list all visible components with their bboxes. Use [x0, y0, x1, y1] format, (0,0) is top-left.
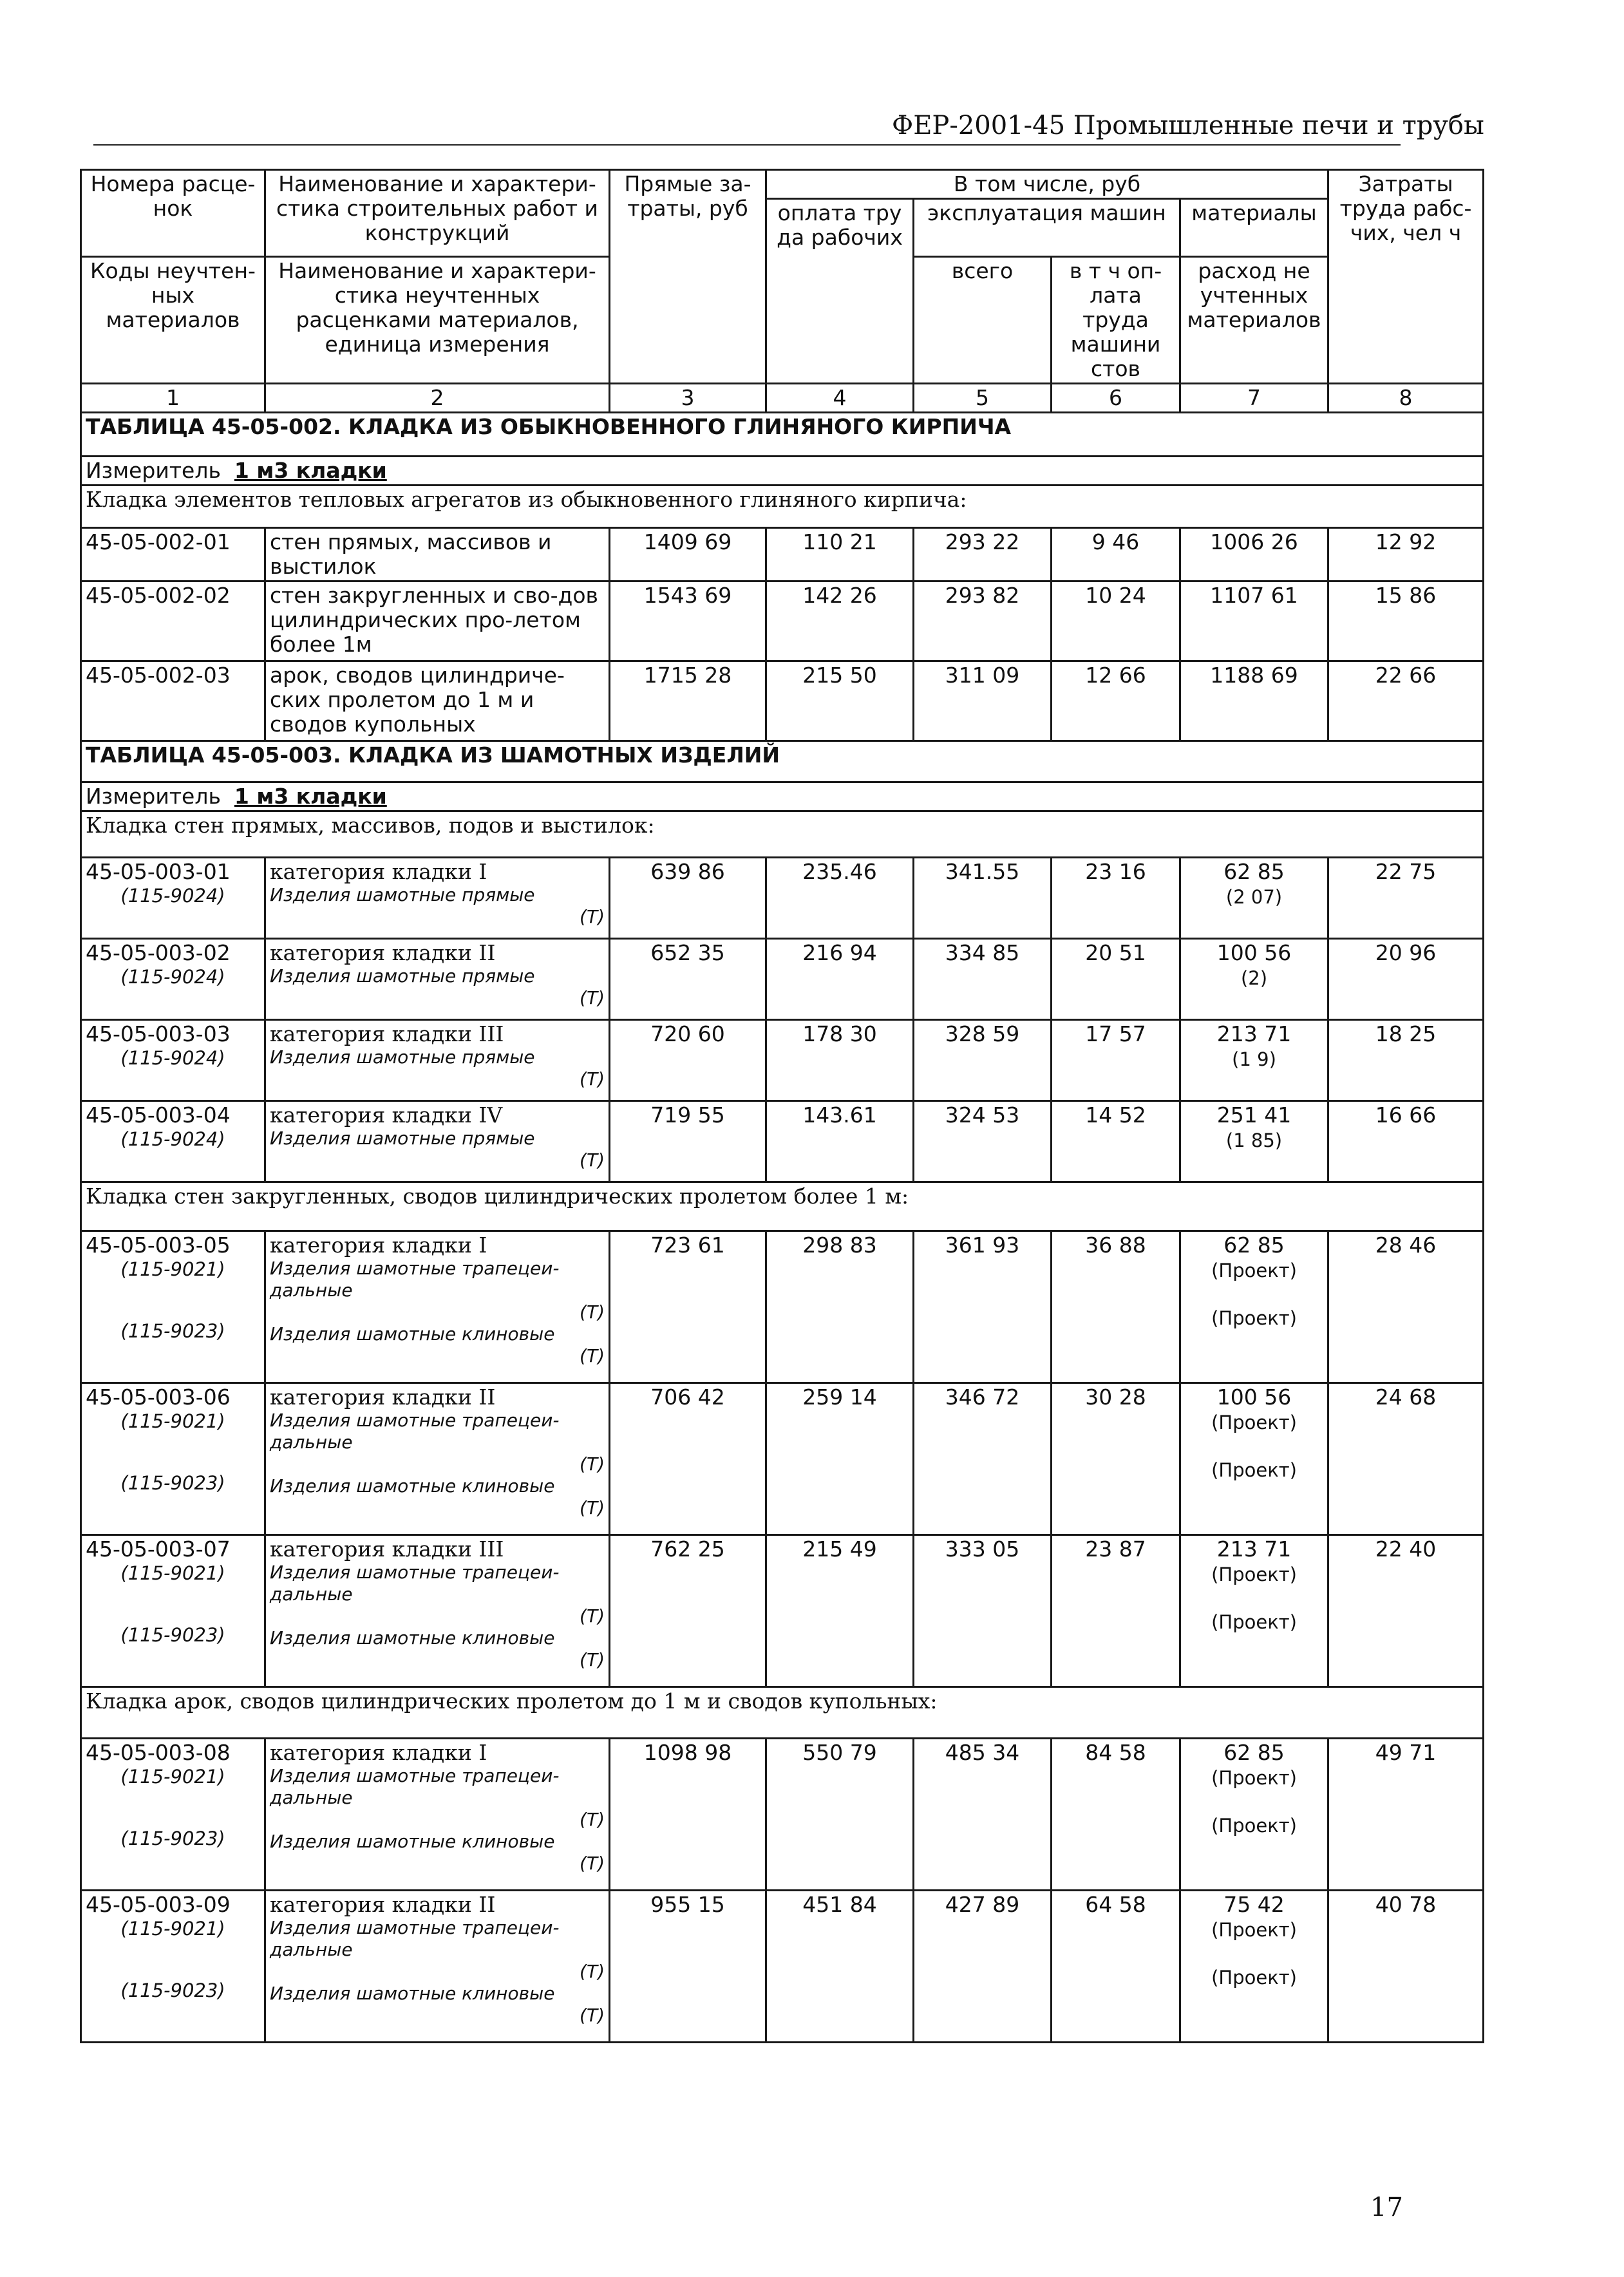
- tag-label: (Т): [580, 1453, 605, 1475]
- work-name: [265, 858, 610, 939]
- project-label: (Проект): [1211, 1919, 1297, 1941]
- rate-code: [81, 1891, 265, 2043]
- spacer: [86, 1585, 260, 1623]
- col-number: 8: [1328, 384, 1484, 413]
- category-label: категория кладки II: [270, 1892, 496, 1917]
- measure-row: [81, 457, 1484, 486]
- materials-value: 75 42: [1223, 1892, 1285, 1917]
- col-machines-header: эксплуатация машин: [914, 199, 1180, 257]
- header-row: [81, 170, 1484, 199]
- rate-code-number: 45-05-003-02: [86, 940, 231, 965]
- labor-cost: 451 84: [766, 1891, 914, 2043]
- rate-code: [81, 1101, 265, 1182]
- machines-cost: 485 34: [914, 1739, 1052, 1891]
- material-code: (115-9023): [120, 1979, 225, 2001]
- project-label: (Проект): [1211, 1307, 1297, 1329]
- rate-code: [81, 858, 265, 939]
- project-label: (Проект): [1211, 1459, 1297, 1481]
- table-title-row: [81, 413, 1484, 457]
- labor-cost: 550 79: [766, 1739, 914, 1891]
- col-number: 6: [1052, 384, 1180, 413]
- table-title-row: [81, 741, 1484, 782]
- col-number: 1: [81, 384, 265, 413]
- rate-code: 45-05-002-01: [81, 528, 265, 581]
- materials-cost: [1180, 1383, 1328, 1535]
- material-name: Изделия шамотные клиновые: [270, 1627, 555, 1649]
- table-row: [81, 858, 1484, 939]
- col-incl-header: В том числе, руб: [766, 170, 1328, 199]
- section-heading: Кладка элементов тепловых агрегатов из обыкновенного глиняного кирпича:: [81, 486, 1484, 528]
- work-name: [265, 1101, 610, 1182]
- rate-code-number: 45-05-003-04: [86, 1102, 231, 1128]
- work-name: [265, 1891, 610, 2043]
- labor-hours: 28 46: [1328, 1231, 1484, 1383]
- table-row: [81, 939, 1484, 1020]
- project-label: (Проект): [1211, 1564, 1297, 1585]
- spacer: [1185, 1587, 1323, 1609]
- materials-value: 62 85: [1223, 859, 1285, 884]
- direct-cost: 1543 69: [610, 581, 766, 661]
- spacer: [1185, 1791, 1323, 1813]
- tag-label: (Т): [580, 906, 605, 927]
- material-code: (115-9024): [120, 1047, 225, 1069]
- machinists-cost: 84 58: [1052, 1739, 1180, 1891]
- machinists-cost: 23 87: [1052, 1535, 1180, 1687]
- labor-cost: 143.61: [766, 1101, 914, 1182]
- col-materials-header: материалы: [1180, 199, 1328, 257]
- measure-label: Измеритель: [86, 458, 221, 483]
- section-row: [81, 811, 1484, 858]
- work-name: стен закругленных и сво-дов цилиндрических про-летом более 1м: [265, 581, 610, 661]
- tag-label: (Т): [580, 2005, 605, 2026]
- tag-label: (Т): [580, 1809, 605, 1830]
- spacer: [86, 1788, 260, 1827]
- table-row: [81, 1891, 1484, 2043]
- spacer: [1185, 1435, 1323, 1457]
- table-row: [81, 528, 1484, 581]
- labor-hours: 24 68: [1328, 1383, 1484, 1535]
- rate-code-number: 45-05-003-09: [86, 1892, 231, 1917]
- materials-cost: 1188 69: [1180, 661, 1328, 741]
- machinists-cost: 14 52: [1052, 1101, 1180, 1182]
- table-row: [81, 1383, 1484, 1535]
- rate-code-number: 45-05-003-05: [86, 1233, 231, 1258]
- material-code: (115-9021): [120, 1258, 225, 1280]
- spacer: [86, 1940, 260, 1979]
- labor-cost: 215 50: [766, 661, 914, 741]
- material-code: (115-9021): [120, 1918, 225, 1940]
- work-name: стен прямых, массивов и выстилок: [265, 528, 610, 581]
- measure-line: [81, 782, 1484, 811]
- material-code: (115-9023): [120, 1472, 225, 1494]
- direct-cost: 639 86: [610, 858, 766, 939]
- category-label: категория кладки I: [270, 1233, 487, 1258]
- col-code2-header: Коды неучтен-ных материалов: [81, 257, 265, 384]
- material-code: (115-9021): [120, 1410, 225, 1432]
- machines-cost: 334 85: [914, 939, 1052, 1020]
- rate-code: [81, 1383, 265, 1535]
- labor-cost: 178 30: [766, 1020, 914, 1101]
- spacer: [1185, 1283, 1323, 1305]
- machines-cost: 346 72: [914, 1383, 1052, 1535]
- direct-cost: 706 42: [610, 1383, 766, 1535]
- rate-code-number: 45-05-003-07: [86, 1536, 231, 1562]
- labor-hours: 12 92: [1328, 528, 1484, 581]
- work-name: [265, 1383, 610, 1535]
- project-label: (Проект): [1211, 1260, 1297, 1281]
- material-name: Изделия шамотные трапецеи-дальные: [270, 1410, 560, 1453]
- labor-hours: 15 86: [1328, 581, 1484, 661]
- direct-cost: 1409 69: [610, 528, 766, 581]
- material-name: Изделия шамотные прямые: [270, 965, 535, 987]
- spacer: [86, 1281, 260, 1319]
- labor-hours: 20 96: [1328, 939, 1484, 1020]
- machines-cost: 328 59: [914, 1020, 1052, 1101]
- labor-hours: 22 40: [1328, 1535, 1484, 1687]
- header-rule: [93, 144, 1401, 146]
- col-number: 5: [914, 384, 1052, 413]
- direct-cost: 1098 98: [610, 1739, 766, 1891]
- category-label: категория кладки I: [270, 859, 487, 884]
- rate-code: [81, 1020, 265, 1101]
- section-row: [81, 1687, 1484, 1739]
- work-name: [265, 1231, 610, 1383]
- rate-code: 45-05-002-02: [81, 581, 265, 661]
- material-code: (115-9023): [120, 1320, 225, 1342]
- category-label: категория кладки III: [270, 1536, 504, 1562]
- machines-cost: 311 09: [914, 661, 1052, 741]
- material-name: Изделия шамотные трапецеи-дальные: [270, 1562, 560, 1605]
- machines-cost: 324 53: [914, 1101, 1052, 1182]
- machinists-cost: 10 24: [1052, 581, 1180, 661]
- page-header: ФЕР-2001-45 Промышленные печи и трубы: [892, 111, 1484, 140]
- col-name2-header: Наименование и характери-стика неучтенных расценками материалов, единица измерения: [265, 257, 610, 384]
- tag-label: (Т): [580, 987, 605, 1008]
- materials-value: 62 85: [1223, 1740, 1285, 1765]
- material-name: Изделия шамотные прямые: [270, 1046, 535, 1068]
- material-code: (115-9024): [120, 1128, 225, 1150]
- work-name: [265, 1739, 610, 1891]
- direct-cost: 723 61: [610, 1231, 766, 1383]
- category-label: категория кладки I: [270, 1740, 487, 1765]
- work-name: [265, 939, 610, 1020]
- material-code: (115-9024): [120, 966, 225, 988]
- table-row: [81, 1535, 1484, 1687]
- material-name: Изделия шамотные клиновые: [270, 1323, 555, 1345]
- rate-code: 45-05-002-03: [81, 661, 265, 741]
- machinists-cost: 30 28: [1052, 1383, 1180, 1535]
- labor-cost: 235.46: [766, 858, 914, 939]
- machinists-cost: 36 88: [1052, 1231, 1180, 1383]
- col-number: 4: [766, 384, 914, 413]
- measure-row: [81, 782, 1484, 811]
- material-name: Изделия шамотные клиновые: [270, 1831, 555, 1852]
- rate-code: [81, 1739, 265, 1891]
- material-name: Изделия шамотные трапецеи-дальные: [270, 1765, 560, 1808]
- materials-cost: [1180, 1891, 1328, 2043]
- materials-cost: [1180, 939, 1328, 1020]
- tag-label: (Т): [580, 1497, 605, 1518]
- category-label: категория кладки II: [270, 940, 496, 965]
- machinists-cost: 23 16: [1052, 858, 1180, 939]
- project-label: (Проект): [1211, 1815, 1297, 1837]
- machinists-cost: 9 46: [1052, 528, 1180, 581]
- tag-label: (Т): [580, 1605, 605, 1627]
- labor-hours: 18 25: [1328, 1020, 1484, 1101]
- machinists-cost: 20 51: [1052, 939, 1180, 1020]
- rates-table: [80, 169, 1484, 2043]
- materials-cost: 1107 61: [1180, 581, 1328, 661]
- column-numbers-row: [81, 384, 1484, 413]
- machines-cost: 293 82: [914, 581, 1052, 661]
- col-number: 7: [1180, 384, 1328, 413]
- page-number: 17: [1370, 2193, 1403, 2222]
- labor-hours: 22 66: [1328, 661, 1484, 741]
- machinists-cost: 17 57: [1052, 1020, 1180, 1101]
- labor-hours: 49 71: [1328, 1739, 1484, 1891]
- table-row: [81, 1020, 1484, 1101]
- direct-cost: 720 60: [610, 1020, 766, 1101]
- materials-value: 100 56: [1216, 940, 1292, 965]
- labor-cost: 216 94: [766, 939, 914, 1020]
- table-row: [81, 1231, 1484, 1383]
- tag-label: (Т): [580, 1345, 605, 1366]
- machinists-cost: 64 58: [1052, 1891, 1180, 2043]
- project-label: (Проект): [1211, 1767, 1297, 1789]
- table-title: ТАБЛИЦА 45-05-003. КЛАДКА ИЗ ШАМОТНЫХ ИЗДЕЛИЙ: [81, 741, 1484, 782]
- col-number: 2: [265, 384, 610, 413]
- section-row: [81, 486, 1484, 528]
- machines-cost: 333 05: [914, 1535, 1052, 1687]
- labor-cost: 142 26: [766, 581, 914, 661]
- material-code: (115-9023): [120, 1828, 225, 1849]
- col-unaccounted-header: расход не учтенных материалов: [1180, 257, 1328, 384]
- material-code: (115-9024): [120, 885, 225, 907]
- materials-cost: [1180, 1739, 1328, 1891]
- project-label: (Проект): [1211, 1967, 1297, 1989]
- rate-code-number: 45-05-003-08: [86, 1740, 231, 1765]
- work-name: арок, сводов цилиндриче-ских пролетом до 1 м и сводов купольных: [265, 661, 610, 741]
- col-code-header: Номера расце-нок: [81, 170, 265, 257]
- materials-cost: [1180, 858, 1328, 939]
- category-label: категория кладки II: [270, 1384, 496, 1410]
- machines-cost: 341.55: [914, 858, 1052, 939]
- work-name: [265, 1535, 610, 1687]
- material-name: Изделия шамотные прямые: [270, 1128, 535, 1149]
- section-heading: Кладка стен прямых, массивов, подов и выстилок:: [81, 811, 1484, 858]
- section-heading: Кладка стен закругленных, сводов цилиндрических пролетом более 1 м:: [81, 1182, 1484, 1231]
- col-machinists-header: в т ч оп-лата труда машини стов: [1052, 257, 1180, 384]
- labor-cost: 259 14: [766, 1383, 914, 1535]
- labor-hours: 16 66: [1328, 1101, 1484, 1182]
- table-title: ТАБЛИЦА 45-05-002. КЛАДКА ИЗ ОБЫКНОВЕННОГО ГЛИНЯНОГО КИРПИЧА: [81, 413, 1484, 457]
- machines-cost: 427 89: [914, 1891, 1052, 2043]
- spacer: [1185, 1943, 1323, 1965]
- machines-cost: 361 93: [914, 1231, 1052, 1383]
- col-labor-header: оплата тру да рабочих: [766, 199, 914, 384]
- project-label: (Проект): [1211, 1611, 1297, 1633]
- labor-hours: 40 78: [1328, 1891, 1484, 2043]
- materials-cost: [1180, 1101, 1328, 1182]
- materials-cost: [1180, 1020, 1328, 1101]
- material-code: (115-9023): [120, 1624, 225, 1646]
- material-usage: (1 85): [1225, 1129, 1283, 1151]
- direct-cost: 719 55: [610, 1101, 766, 1182]
- material-name: Изделия шамотные трапецеи-дальные: [270, 1258, 560, 1301]
- material-name: Изделия шамотные клиновые: [270, 1475, 555, 1497]
- tag-label: (Т): [580, 1068, 605, 1090]
- tag-label: (Т): [580, 1853, 605, 1874]
- direct-cost: 955 15: [610, 1891, 766, 2043]
- materials-cost: [1180, 1535, 1328, 1687]
- section-row: [81, 1182, 1484, 1231]
- measure-line: [81, 457, 1484, 486]
- materials-value: 251 41: [1216, 1102, 1292, 1128]
- table-row: [81, 581, 1484, 661]
- materials-value: 100 56: [1216, 1384, 1292, 1410]
- direct-cost: 762 25: [610, 1535, 766, 1687]
- material-name: Изделия шамотные прямые: [270, 884, 535, 905]
- tag-label: (Т): [580, 1301, 605, 1323]
- category-label: категория кладки IV: [270, 1102, 503, 1128]
- work-name: [265, 1020, 610, 1101]
- table-row: [81, 1101, 1484, 1182]
- material-code: (115-9021): [120, 1562, 225, 1584]
- rate-code: [81, 939, 265, 1020]
- col-name-header: Наименование и характери-стика строительных работ и конструкций: [265, 170, 610, 257]
- material-name: Изделия шамотные трапецеи-дальные: [270, 1917, 560, 1960]
- machines-cost: 293 22: [914, 528, 1052, 581]
- table-row: [81, 661, 1484, 741]
- material-usage: (2 07): [1225, 886, 1283, 908]
- measure-unit: 1 м3 кладки: [234, 784, 387, 809]
- table-row: [81, 1739, 1484, 1891]
- labor-cost: 298 83: [766, 1231, 914, 1383]
- rate-code: [81, 1535, 265, 1687]
- material-name: Изделия шамотные клиновые: [270, 1983, 555, 2004]
- rate-code: [81, 1231, 265, 1383]
- material-usage: (1 9): [1232, 1048, 1276, 1070]
- labor-cost: 110 21: [766, 528, 914, 581]
- materials-cost: [1180, 1231, 1328, 1383]
- measure-unit: 1 м3 кладки: [234, 458, 387, 483]
- materials-value: 213 71: [1216, 1536, 1292, 1562]
- col-direct-header: Прямые за-траты, руб: [610, 170, 766, 384]
- project-label: (Проект): [1211, 1412, 1297, 1433]
- rate-code-number: 45-05-003-01: [86, 859, 231, 884]
- tag-label: (Т): [580, 1649, 605, 1670]
- spacer: [86, 1433, 260, 1471]
- col-machines-total-header: всего: [914, 257, 1052, 384]
- labor-hours: 22 75: [1328, 858, 1484, 939]
- machinists-cost: 12 66: [1052, 661, 1180, 741]
- direct-cost: 652 35: [610, 939, 766, 1020]
- rate-code-number: 45-05-003-03: [86, 1021, 231, 1046]
- col-number: 3: [610, 384, 766, 413]
- material-code: (115-9021): [120, 1766, 225, 1788]
- labor-cost: 215 49: [766, 1535, 914, 1687]
- materials-cost: 1006 26: [1180, 528, 1328, 581]
- tag-label: (Т): [580, 1961, 605, 1982]
- category-label: категория кладки III: [270, 1021, 504, 1046]
- materials-value: 62 85: [1223, 1233, 1285, 1258]
- rate-code-number: 45-05-003-06: [86, 1384, 231, 1410]
- measure-label: Измеритель: [86, 784, 221, 809]
- materials-value: 213 71: [1216, 1021, 1292, 1046]
- col-hours-header: Затраты труда рабс-чих, чел ч: [1328, 170, 1484, 384]
- direct-cost: 1715 28: [610, 661, 766, 741]
- section-heading: Кладка арок, сводов цилиндрических пролетом до 1 м и сводов купольных:: [81, 1687, 1484, 1739]
- material-usage: (2): [1240, 967, 1268, 989]
- tag-label: (Т): [580, 1149, 605, 1171]
